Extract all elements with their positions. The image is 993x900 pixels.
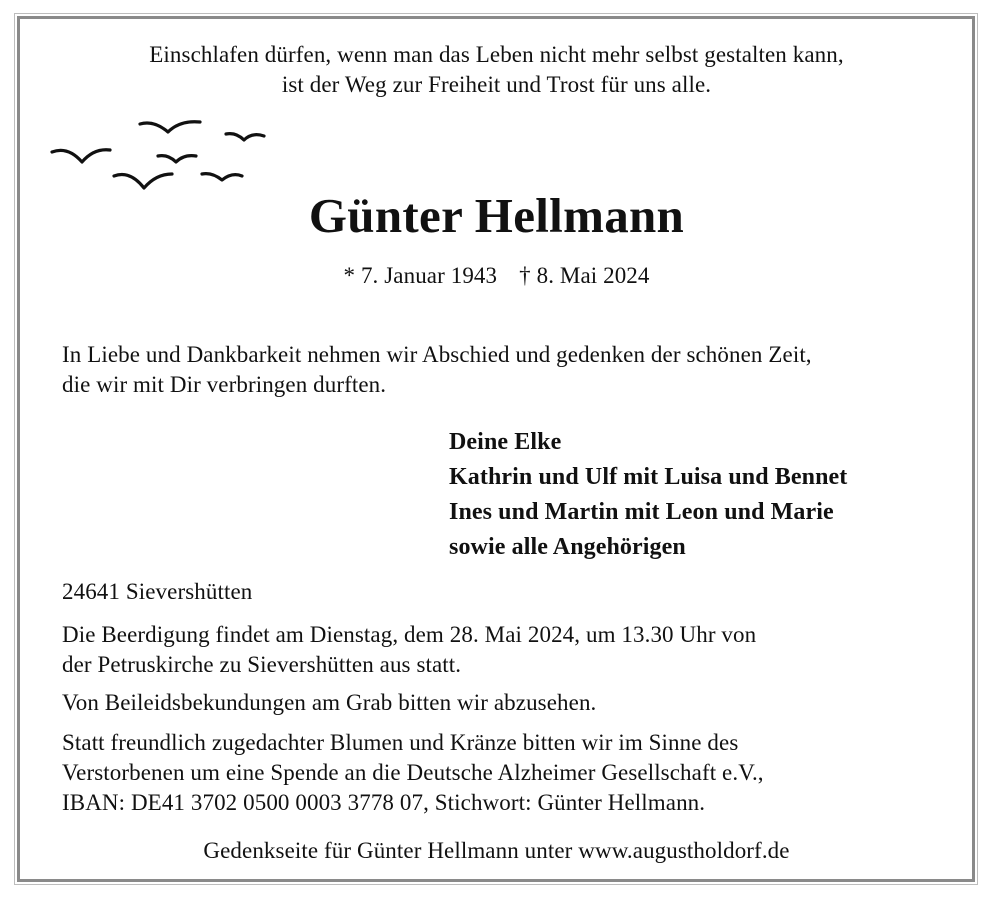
donation-line-3: IBAN: DE41 3702 0500 0003 3778 07, Stichwort: Günter Hellmann. [62, 790, 706, 815]
donation-line-1: Statt freundlich zugedachter Blumen und Kränze bitten wir im Sinne des [62, 730, 739, 755]
motto-line-2: ist der Weg zur Freiheit und Trost für uns alle. [281, 72, 712, 97]
condolences-note: Von Beileidsbekundungen am Grab bitten wir abzusehen. [62, 690, 597, 715]
bird-icon [158, 156, 196, 162]
bird-icon [140, 122, 200, 132]
address: 24641 Sievershütten [62, 579, 253, 604]
family-member-line: Deine Elke [449, 429, 562, 455]
farewell-line-2: die wir mit Dir verbringen durften. [62, 372, 387, 397]
farewell-line-1: In Liebe und Dankbarkeit nehmen wir Abschied und gedenken der schönen Zeit, [62, 342, 812, 367]
family-member-line: sowie alle Angehörigen [449, 534, 686, 560]
flying-birds-icon [50, 112, 280, 192]
donation-line-2: Verstorbenen um eine Spende an die Deutsche Alzheimer Gesellschaft e.V., [62, 760, 764, 785]
life-dates [0, 261, 993, 291]
bird-icon [202, 174, 242, 180]
birth-date: * 7. Januar 1943 [343, 263, 498, 288]
bird-icon [226, 134, 264, 140]
death-date: † 8. Mai 2024 [519, 263, 650, 288]
deceased-name: Günter Hellmann [308, 188, 685, 243]
funeral-line-2: der Petruskirche zu Sievershütten aus statt. [62, 652, 462, 677]
motto-line-1: Einschlafen dürfen, wenn man das Leben nicht mehr selbst gestalten kann, [149, 42, 844, 67]
family-member-line: Kathrin und Ulf mit Luisa und Bennet [449, 464, 848, 490]
bird-icon [114, 174, 172, 188]
bird-icon [52, 150, 110, 162]
family-member-line: Ines und Martin mit Leon und Marie [449, 499, 834, 525]
funeral-line-1: Die Beerdigung findet am Dienstag, dem 28. Mai 2024, um 13.30 Uhr von [62, 622, 757, 647]
memorial-page-link: Gedenkseite für Günter Hellmann unter www.augustholdorf.de [203, 838, 790, 863]
